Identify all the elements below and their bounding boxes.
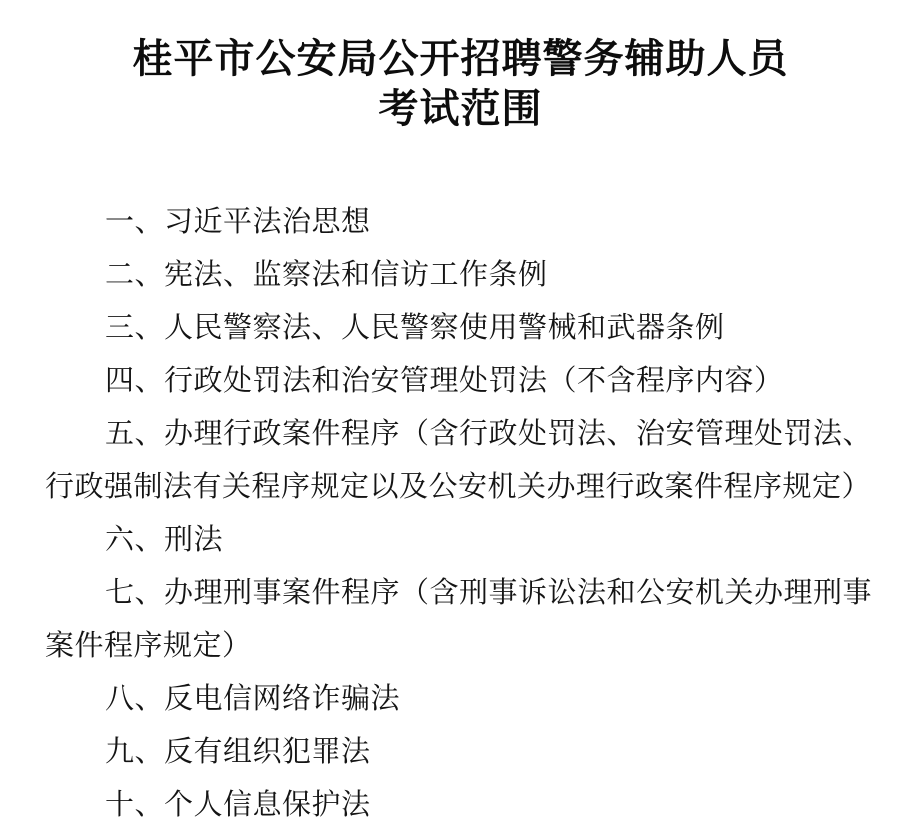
list-item: 二、宪法、监察法和信访工作条例 xyxy=(105,259,548,291)
list-item: 十、个人信息保护法 xyxy=(105,789,371,821)
document-title xyxy=(45,34,876,134)
list-item: 三、人民警察法、人民警察使用警械和武器条例 xyxy=(105,312,725,344)
list-item: 四、行政处罚法和治安管理处罚法（不含程序内容） xyxy=(105,365,784,397)
list-item: 七、办理刑事案件程序（含刑事诉讼法和公安机关办理刑事案件程序规定） xyxy=(45,577,873,662)
exam-scope-list xyxy=(45,196,876,832)
list-item: 九、反有组织犯罪法 xyxy=(105,736,371,768)
list-item: 八、反电信网络诈骗法 xyxy=(105,683,401,715)
list-item: 六、刑法 xyxy=(105,524,224,556)
title-line-2: 考试范围 xyxy=(378,86,543,131)
list-item: 五、办理行政案件程序（含行政处罚法、治安管理处罚法、行政强制法有关程序规定以及公安机关办理行政案件程序规定） xyxy=(45,418,873,503)
list-item: 一、习近平法治思想 xyxy=(105,206,371,238)
title-line-1: 桂平市公安局公开招聘警务辅助人员 xyxy=(132,36,789,81)
